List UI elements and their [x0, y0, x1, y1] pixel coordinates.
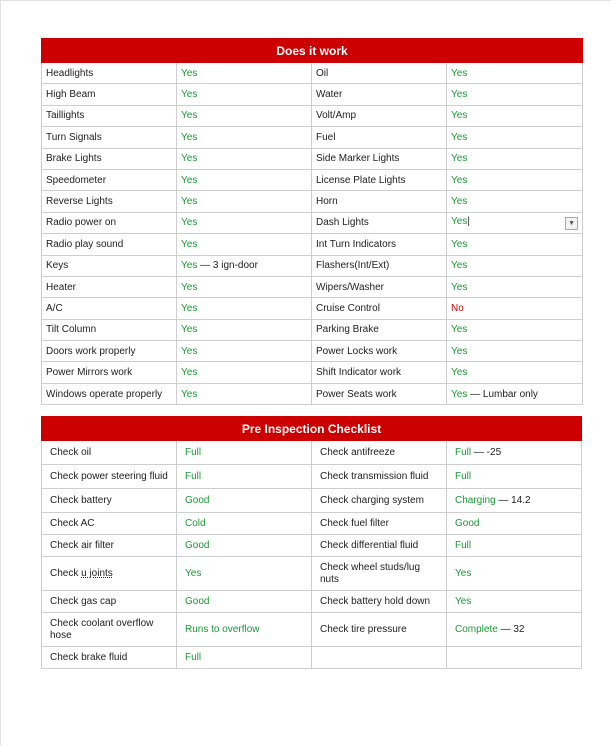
item-label: Power Seats work — [316, 388, 397, 400]
value-cell[interactable] — [177, 127, 312, 148]
does-it-work-header: Does it work — [42, 39, 583, 63]
status-value: Yes — [451, 324, 468, 336]
label-cell — [42, 647, 177, 669]
item-label: Radio play sound — [46, 238, 124, 250]
item-label: Check air filter — [50, 539, 114, 551]
item-label: Int Turn Indicators — [316, 238, 397, 250]
status-value: No — [451, 302, 464, 314]
pre-inspection-table — [41, 416, 582, 669]
item-label: Side Marker Lights — [316, 153, 400, 165]
status-note: — 14.2 — [495, 495, 531, 506]
status-value: Full — [455, 471, 472, 482]
label-cell — [42, 298, 177, 319]
status-value: Full — [455, 540, 472, 551]
value-cell[interactable] — [447, 319, 583, 340]
status-value: Yes — [451, 131, 468, 143]
label-cell — [42, 319, 177, 340]
item-label: Parking Brake — [316, 324, 379, 336]
item-label: Speedometer — [46, 174, 107, 186]
item-label: Wipers/Washer — [316, 281, 384, 293]
value-cell[interactable] — [447, 148, 583, 169]
table-row — [42, 319, 583, 340]
value-cell[interactable] — [447, 169, 583, 190]
status-note: — Lumbar only — [467, 388, 538, 400]
label-cell — [312, 535, 447, 557]
item-label: Power Locks work — [316, 345, 398, 357]
value-cell[interactable] — [177, 169, 312, 190]
item-label: Check transmission fluid — [320, 470, 429, 482]
value-cell[interactable] — [177, 513, 312, 535]
value-cell[interactable] — [447, 298, 583, 319]
item-label: Flashers(Int/Ext) — [316, 260, 390, 272]
status-value: Yes — [181, 260, 198, 272]
item-label: Water — [316, 89, 343, 101]
label-cell — [312, 441, 447, 465]
table-row — [42, 234, 583, 255]
value-cell[interactable] — [177, 319, 312, 340]
does-it-work-table — [41, 38, 583, 405]
value-cell[interactable] — [447, 535, 582, 557]
value-cell[interactable] — [447, 362, 583, 383]
label-cell — [312, 341, 447, 362]
status-value: Yes — [451, 345, 468, 357]
value-cell[interactable] — [177, 465, 312, 489]
label-cell — [312, 465, 447, 489]
value-cell[interactable] — [447, 341, 583, 362]
value-cell[interactable] — [447, 465, 582, 489]
table-row — [42, 298, 583, 319]
table-row — [42, 212, 583, 233]
value-cell[interactable] — [177, 557, 312, 591]
chevron-down-icon[interactable]: ▼ — [565, 217, 578, 230]
status-value: Charging — [455, 495, 496, 506]
item-label: Brake Lights — [46, 153, 102, 165]
table-row — [42, 63, 583, 84]
label-cell — [312, 319, 447, 340]
item-label: Check fuel filter — [320, 517, 389, 529]
item-label-underlined: u joints — [81, 567, 113, 579]
item-label: Windows operate properly — [46, 388, 163, 400]
label-cell — [42, 191, 177, 212]
table-row — [42, 383, 583, 404]
status-value: Full — [185, 652, 202, 663]
value-cell[interactable] — [177, 383, 312, 404]
pre-inspection-header: Pre Inspection Checklist — [42, 417, 582, 441]
status-value: Complete — [455, 624, 498, 635]
item-label: Reverse Lights — [46, 196, 113, 208]
label-cell — [42, 535, 177, 557]
value-cell[interactable] — [447, 84, 583, 105]
item-label: Check differential fluid — [320, 539, 419, 551]
item-label: Check wheel studs/lug nuts — [320, 561, 421, 585]
status-value: Good — [455, 518, 480, 529]
item-label: Headlights — [46, 67, 94, 79]
value-cell[interactable] — [447, 489, 582, 513]
status-value: Yes — [181, 217, 198, 229]
status-value: Yes — [181, 367, 198, 379]
value-cell[interactable] — [177, 276, 312, 297]
value-cell[interactable] — [177, 148, 312, 169]
label-cell — [42, 465, 177, 489]
label-cell — [312, 212, 447, 233]
status-value: Yes — [455, 596, 472, 607]
label-cell — [42, 489, 177, 513]
value-cell[interactable] — [177, 489, 312, 513]
value-cell[interactable] — [177, 535, 312, 557]
table-row — [42, 441, 582, 465]
table-row — [42, 362, 583, 383]
value-cell[interactable] — [177, 84, 312, 105]
status-value: Cold — [185, 518, 206, 529]
value-cell[interactable] — [447, 212, 583, 233]
value-cell[interactable] — [447, 255, 583, 276]
item-label: Keys — [46, 260, 69, 272]
value-cell[interactable] — [447, 63, 583, 84]
table-row — [42, 84, 583, 105]
item-label: Check battery hold down — [320, 595, 431, 607]
table-row — [42, 647, 582, 669]
label-cell — [312, 84, 447, 105]
label-cell — [42, 513, 177, 535]
item-label: License Plate Lights — [316, 174, 406, 186]
status-value: Yes — [181, 196, 198, 208]
item-label: Check AC — [50, 517, 95, 529]
value-cell[interactable] — [447, 613, 582, 647]
table-row — [42, 591, 582, 613]
label-cell — [42, 341, 177, 362]
status-value: Yes — [451, 110, 468, 122]
value-cell[interactable] — [447, 234, 583, 255]
table-row — [42, 535, 582, 557]
status-value: Yes — [451, 388, 468, 400]
status-value: Good — [185, 540, 210, 551]
item-label: Turn Signals — [46, 131, 102, 143]
item-label: Check antifreeze — [320, 446, 396, 458]
table-row — [42, 489, 582, 513]
label-cell — [312, 234, 447, 255]
status-value: Yes — [181, 324, 198, 336]
item-label: High Beam — [46, 89, 96, 101]
table-row — [42, 276, 583, 297]
table-row — [42, 557, 582, 591]
status-note: — 32 — [497, 624, 525, 635]
value-cell[interactable] — [177, 441, 312, 465]
value-cell[interactable] — [177, 613, 312, 647]
status-value: Yes — [451, 67, 468, 79]
label-cell — [312, 169, 447, 190]
label-cell — [42, 276, 177, 297]
status-value: Yes — [451, 153, 468, 165]
item-label: Check power steering fluid — [50, 470, 168, 482]
label-cell — [312, 191, 447, 212]
item-label: Volt/Amp — [316, 110, 357, 122]
label-cell — [312, 513, 447, 535]
label-cell — [312, 489, 447, 513]
empty-cell[interactable] — [312, 647, 447, 669]
status-value: Yes — [181, 174, 198, 186]
value-cell[interactable] — [177, 298, 312, 319]
item-label: Check oil — [50, 446, 92, 458]
label-cell — [42, 591, 177, 613]
label-cell — [312, 255, 447, 276]
label-cell — [42, 383, 177, 404]
label-cell — [42, 441, 177, 465]
item-label: Heater — [46, 281, 77, 293]
item-label: Check charging system — [320, 494, 424, 506]
table-row — [42, 255, 583, 276]
item-label: Taillights — [46, 110, 85, 122]
label-cell — [42, 234, 177, 255]
label-cell — [42, 148, 177, 169]
label-cell — [42, 63, 177, 84]
status-value: Yes — [455, 568, 472, 579]
status-value: Full — [455, 447, 472, 458]
value-cell[interactable] — [177, 191, 312, 212]
table-row — [42, 341, 583, 362]
status-value: Full — [185, 471, 202, 482]
table-row — [42, 127, 583, 148]
item-label: A/C — [46, 302, 63, 314]
status-value: Good — [185, 596, 210, 607]
status-value: Yes — [181, 110, 198, 122]
status-value: Yes — [451, 174, 468, 186]
item-label: Check coolant overflow hose — [50, 617, 154, 641]
value-cell[interactable] — [177, 212, 312, 233]
value-cell[interactable] — [177, 341, 312, 362]
table-row — [42, 105, 583, 126]
label-cell — [312, 557, 447, 591]
table-row — [42, 191, 583, 212]
status-value: Yes — [185, 568, 202, 579]
value-cell[interactable] — [447, 191, 583, 212]
label-cell — [42, 169, 177, 190]
empty-cell — [447, 647, 582, 669]
item-label: Check tire pressure — [320, 623, 407, 635]
label-cell — [312, 148, 447, 169]
label-cell — [42, 84, 177, 105]
label-cell — [42, 212, 177, 233]
table-row — [42, 513, 582, 535]
item-label: Fuel — [316, 131, 336, 143]
label-cell — [312, 105, 447, 126]
item-label: Check gas cap — [50, 595, 117, 607]
item-label: Check battery — [50, 494, 112, 506]
status-note: — -25 — [471, 447, 502, 458]
table-row — [42, 465, 582, 489]
item-label: Power Mirrors work — [46, 367, 133, 379]
value-cell[interactable] — [447, 513, 582, 535]
item-label: Oil — [316, 67, 329, 79]
value-cell[interactable] — [447, 105, 583, 126]
item-label: Doors work properly — [46, 345, 136, 357]
status-value: Yes — [181, 345, 198, 357]
status-value: Yes — [451, 89, 468, 101]
item-label: Check — [50, 567, 82, 579]
status-value: Yes — [451, 367, 468, 379]
status-value: Yes — [451, 196, 468, 208]
value-cell[interactable] — [177, 105, 312, 126]
value-cell[interactable] — [177, 647, 312, 669]
value-cell[interactable] — [447, 557, 582, 591]
item-label: Check brake fluid — [50, 651, 128, 663]
value-cell[interactable] — [177, 591, 312, 613]
label-cell — [312, 276, 447, 297]
status-value: Good — [185, 495, 210, 506]
value-cell[interactable] — [177, 234, 312, 255]
status-value: Full — [185, 447, 202, 458]
status-value: Yes — [181, 153, 198, 165]
table-row — [42, 613, 582, 647]
label-cell — [312, 613, 447, 647]
value-cell[interactable] — [177, 63, 312, 84]
label-cell — [42, 127, 177, 148]
value-cell[interactable] — [447, 441, 582, 465]
item-label: Radio power on — [46, 217, 117, 229]
label-cell — [42, 557, 177, 591]
status-value: Yes — [181, 67, 198, 79]
label-cell — [42, 105, 177, 126]
status-value: Yes — [181, 131, 198, 143]
status-value: Yes — [451, 260, 468, 272]
value-cell[interactable] — [177, 362, 312, 383]
status-value: Yes — [451, 281, 468, 293]
value-cell[interactable] — [177, 255, 312, 276]
value-cell[interactable] — [447, 127, 583, 148]
item-label: Cruise Control — [316, 302, 380, 314]
status-value: Yes — [451, 215, 468, 227]
status-value: Yes — [451, 238, 468, 250]
value-cell[interactable] — [447, 276, 583, 297]
status-value: Yes — [181, 302, 198, 314]
label-cell — [42, 613, 177, 647]
label-cell — [312, 383, 447, 404]
label-cell — [312, 63, 447, 84]
value-cell[interactable] — [447, 383, 583, 404]
status-value: Yes — [181, 238, 198, 250]
status-value: Yes — [181, 388, 198, 400]
status-value: Runs to overflow — [185, 624, 260, 635]
item-label: Shift Indicator work — [316, 367, 402, 379]
label-cell — [42, 362, 177, 383]
item-label: Horn — [316, 196, 338, 208]
item-label: Dash Lights — [316, 217, 369, 229]
status-note: — 3 ign-door — [197, 260, 258, 272]
label-cell — [42, 255, 177, 276]
label-cell — [312, 298, 447, 319]
item-label: Tilt Column — [46, 324, 97, 336]
status-value: Yes — [181, 281, 198, 293]
label-cell — [312, 127, 447, 148]
text-cursor: | — [467, 215, 470, 227]
table-row — [42, 169, 583, 190]
value-cell[interactable] — [447, 591, 582, 613]
status-value: Yes — [181, 89, 198, 101]
label-cell — [312, 362, 447, 383]
table-row — [42, 148, 583, 169]
label-cell — [312, 591, 447, 613]
